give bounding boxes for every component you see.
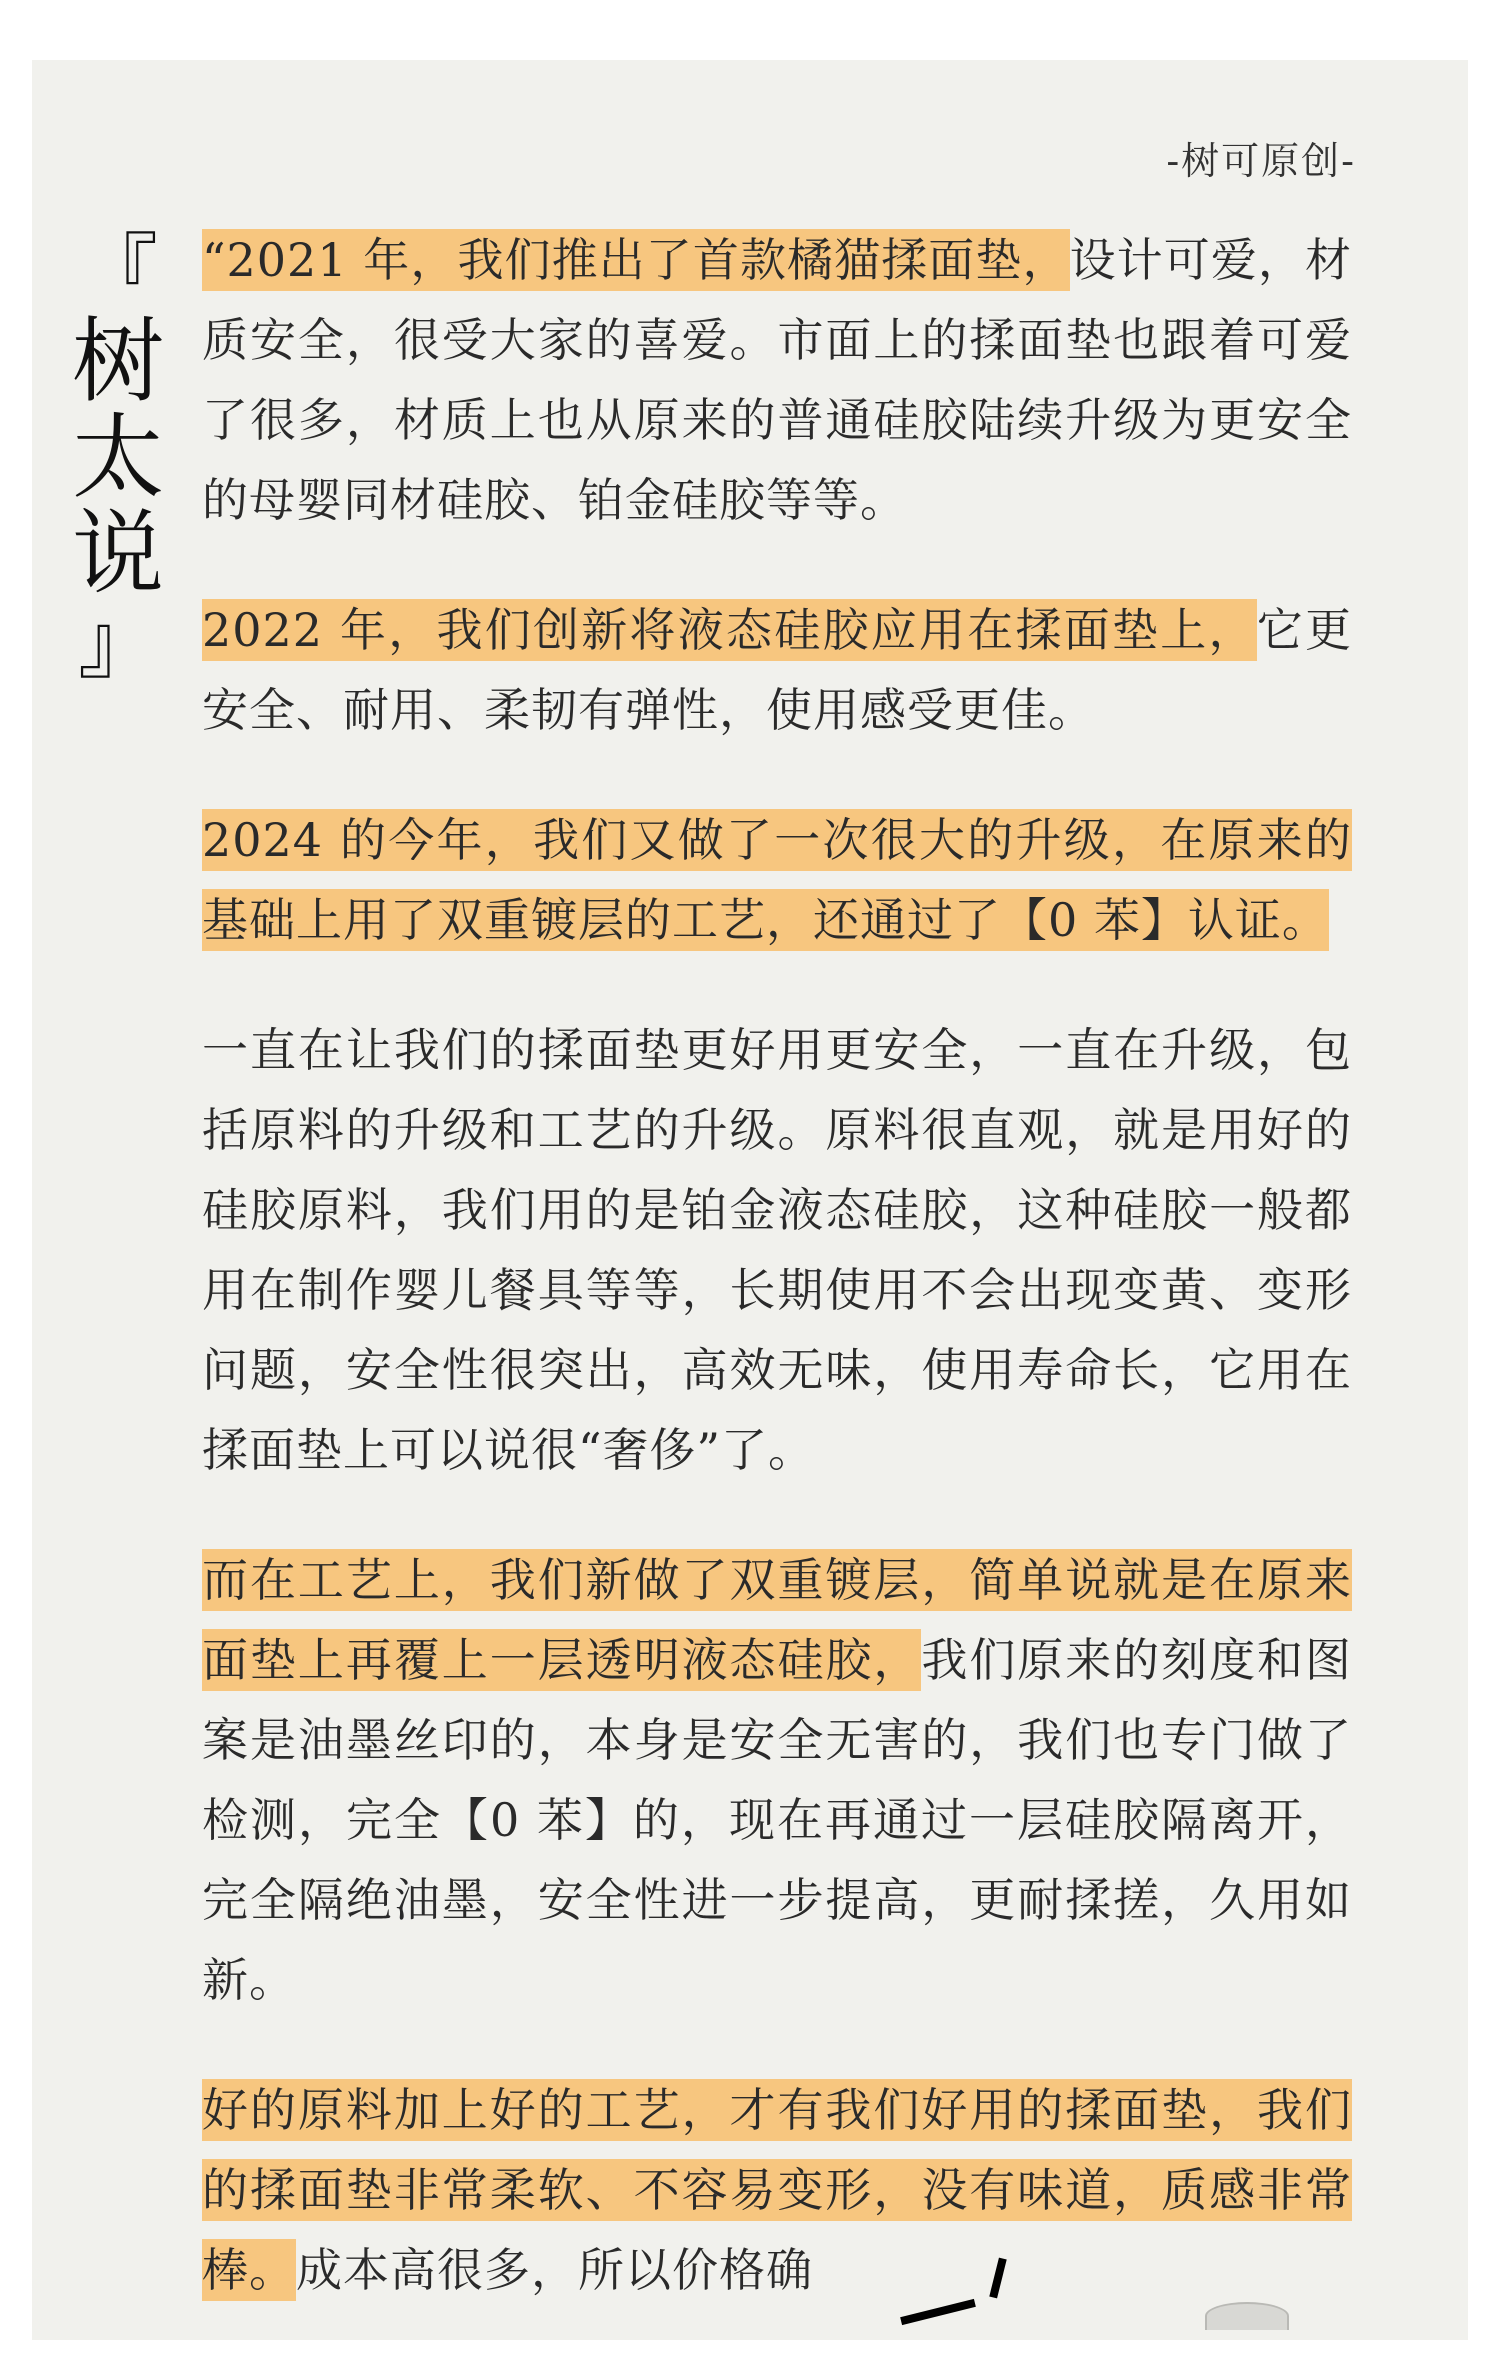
body-text: 我们原来的刻度和图案是油墨丝印的，本身是安全无害的，我们也专门做了检测，完全【0 苯】的，现在再通过一层硅胶隔离开，完全隔绝油墨，安全性进一步提高，更耐揉搓，久用如新。	[202, 1633, 1353, 2007]
body-text: 一直在让我们的揉面垫更好用更安全，一直在升级，包括原料的升级和工艺的升级。原料很直观，就是用好的硅胶原料，我们用的是铂金液态硅胶，这种硅胶一般都用在制作婴儿餐具等等，长期使用不会出现变黄、变形问题，安全性很突出，高效无味，使用寿命长，它用在揉面垫上可以说很“奢侈”了。	[202, 1023, 1352, 1477]
title-open-bracket: 『	[78, 225, 158, 318]
highlighted-text: 2022 年，我们创新将液态硅胶应用在揉面垫上，	[202, 599, 1257, 661]
body-text: 它更安全、耐用、柔韧有弹性，使用感受更佳。	[202, 603, 1352, 737]
paragraph-1	[202, 220, 1352, 540]
title-close-bracket: 』	[78, 597, 158, 690]
highlighted-text: 2024 的今年，我们又做了一次很大的升级，在原来的基础上用了双重镀层的工艺，还通过了【0 苯】认证。	[202, 809, 1352, 951]
author-signature: -树可原创-	[1166, 139, 1356, 183]
paragraph-4	[202, 1010, 1352, 1490]
article-body	[202, 220, 1352, 2360]
highlighted-text: 好的原料加上好的工艺，才有我们好用的揉面垫，我们的揉面垫非常柔软、不容易变形，没有味道，质感非常棒。	[202, 2079, 1352, 2301]
vertical-column-title	[70, 225, 166, 690]
highlighted-text: “2021 年，我们推出了首款橘猫揉面垫，	[202, 229, 1070, 291]
title-char-2: 太	[71, 404, 164, 511]
body-text: 设计可爱，材质安全，很受大家的喜爱。市面上的揉面垫也跟着可爱了很多，材质上也从原来的普通硅胶陆续升级为更安全的母婴同材硅胶、铂金硅胶等等。	[202, 233, 1352, 527]
decorative-illustration-partial	[1205, 2302, 1289, 2330]
paragraph-3	[202, 800, 1352, 960]
title-char-3: 说	[71, 500, 164, 607]
title-char-1: 树	[71, 308, 164, 415]
paragraph-5	[202, 1540, 1352, 2020]
highlighted-text: 而在工艺上，我们新做了双重镀层，简单说就是在原来面垫上再覆上一层透明液态硅胶，	[202, 1549, 1352, 1691]
article-card	[32, 60, 1468, 2340]
paragraph-6	[202, 2070, 1352, 2310]
paragraph-2	[202, 590, 1352, 750]
body-text: 成本高很多，所以价格确	[296, 2243, 813, 2297]
